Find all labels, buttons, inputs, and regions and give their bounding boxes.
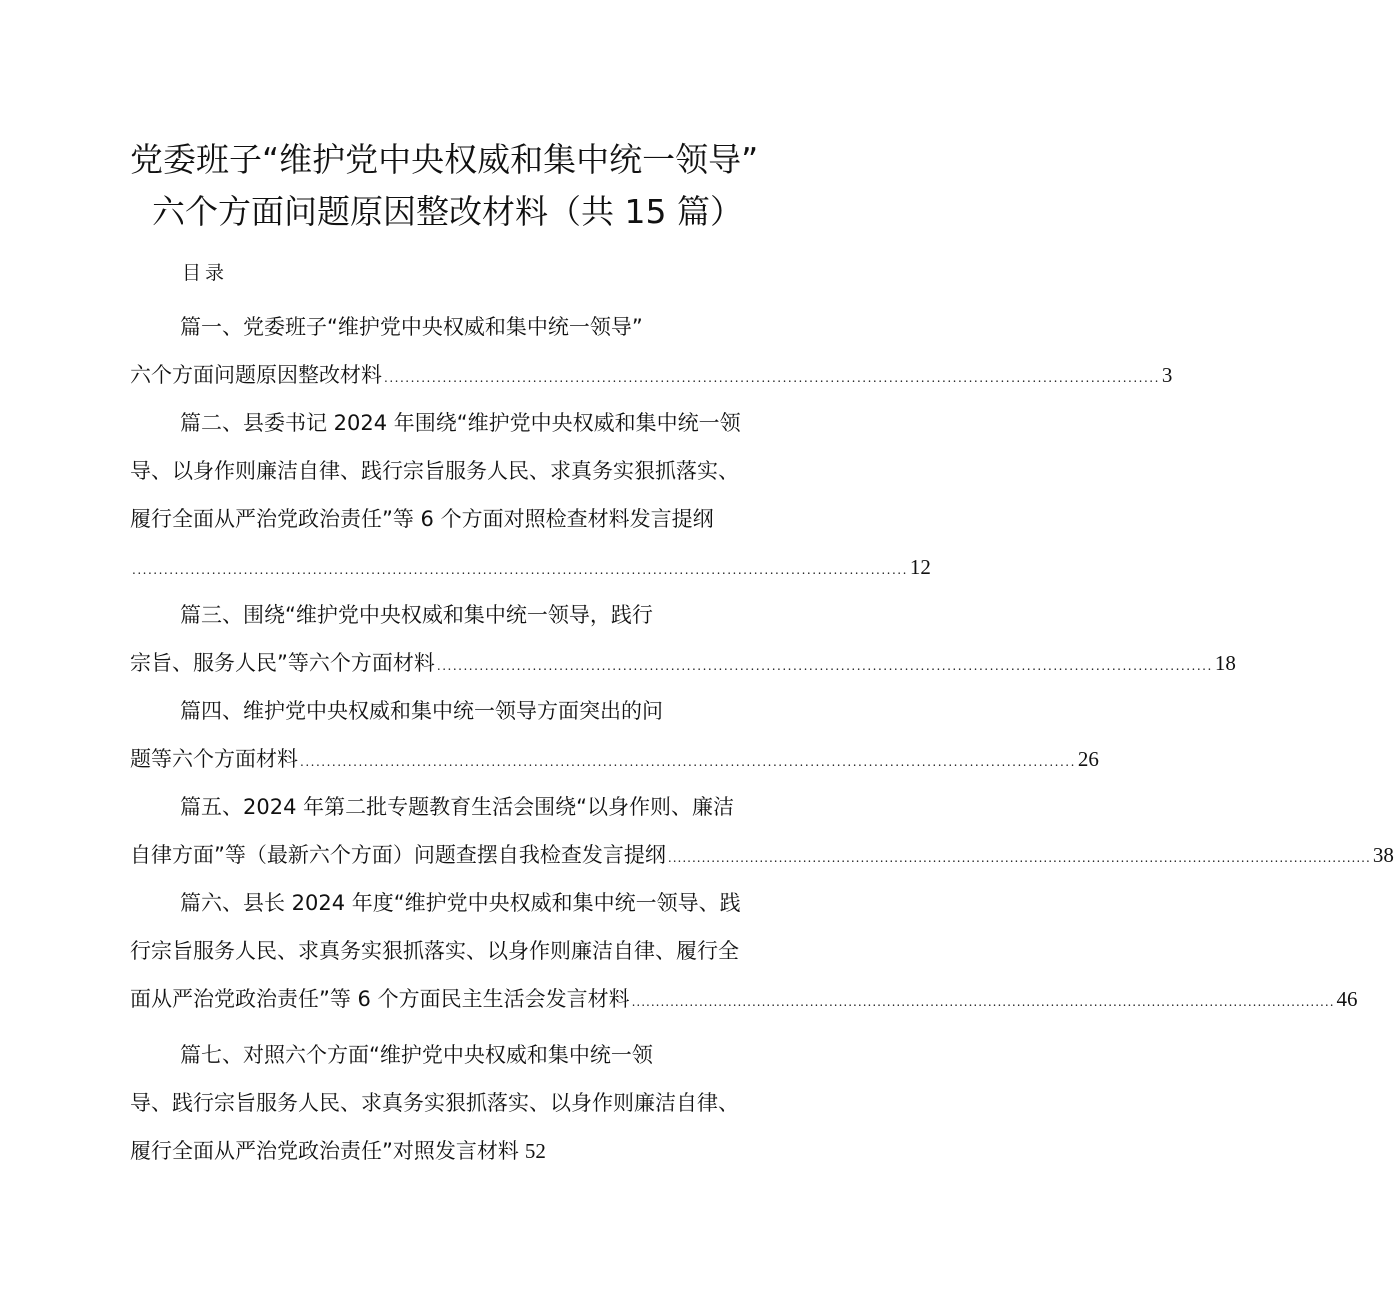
toc-entry-6-line-1: 篇六、县长 2024 年度“维护党中央权威和集中统一领导、践 <box>180 891 741 915</box>
toc-entry-3-line-1: 篇三、围绕“维护党中央权威和集中统一领导，践行 <box>180 603 653 627</box>
toc-entry-4-last-line <box>130 744 1099 777</box>
document-title-line-1: 党委班子“维护党中央权威和集中统一领导” <box>130 140 759 179</box>
toc-entry-6-text: 面从严治党政治责任”等 6 个方面民主生活会发言材料 <box>130 987 630 1011</box>
toc-entry-7-line-1: 篇七、对照六个方面“维护党中央权威和集中统一领 <box>180 1043 653 1067</box>
toc-entry-2-line-2: 导、以身作则廉洁自律、践行宗旨服务人民、求真务实狠抓落实、 <box>130 459 739 483</box>
toc-heading: 目录 <box>182 262 229 284</box>
toc-entry-5-text: 自律方面”等（最新六个方面）问题查摆自我检查发言提纲 <box>130 843 666 867</box>
toc-entry-2-line-3: 履行全面从严治党政治责任”等 6 个方面对照检查材料发言提纲 <box>130 507 714 531</box>
toc-entry-5-line-1: 篇五、2024 年第二批专题教育生活会围绕“以身作则、廉洁 <box>180 795 734 819</box>
toc-leader-dots: .................................................................................................................................................. <box>384 371 1160 385</box>
toc-entry-1-last-line <box>130 360 1173 393</box>
toc-leader-dots: .................................................................................................................................................. <box>667 851 1371 865</box>
toc-entry-2-page: 12 <box>909 555 931 579</box>
toc-entry-6-page: 46 <box>1336 987 1358 1011</box>
toc-entry-4-text: 题等六个方面材料 <box>130 747 298 771</box>
document-title-line-2: 六个方面问题原因整改材料（共 15 篇） <box>152 192 743 231</box>
toc-entry-2-line-1: 篇二、县委书记 2024 年围绕“维护党中央权威和集中统一领 <box>180 411 741 435</box>
toc-leader-dots: .................................................................................................................................................. <box>631 995 1335 1009</box>
toc-entry-3-text: 宗旨、服务人民”等六个方面材料 <box>130 651 435 675</box>
toc-entry-1-text: 六个方面问题原因整改材料 <box>130 363 382 387</box>
toc-entry-7-last-line <box>130 1136 546 1166</box>
toc-leader-dots: .................................................................................................................................................. <box>300 755 1076 769</box>
toc-entry-6-line-2: 行宗旨服务人民、求真务实狠抓落实、以身作则廉洁自律、履行全 <box>130 939 739 963</box>
toc-entry-1-line-1: 篇一、党委班子“维护党中央权威和集中统一领导” <box>180 315 643 339</box>
toc-entry-7-page: 52 <box>524 1139 546 1163</box>
toc-entry-2-last-line <box>130 552 931 585</box>
toc-entry-6-last-line <box>130 984 1358 1017</box>
toc-entry-3-last-line <box>130 648 1236 681</box>
toc-entry-3-page: 18 <box>1214 651 1236 675</box>
toc-entry-7-text: 履行全面从严治党政治责任”对照发言材料 <box>130 1139 519 1163</box>
toc-entry-7-line-2: 导、践行宗旨服务人民、求真务实狠抓落实、以身作则廉洁自律、 <box>130 1091 739 1115</box>
toc-entry-5-last-line <box>130 840 1394 873</box>
toc-entry-1-page: 3 <box>1161 363 1173 387</box>
toc-entry-5-page: 38 <box>1372 843 1394 867</box>
toc-entry-4-line-1: 篇四、维护党中央权威和集中统一领导方面突出的问 <box>180 699 663 723</box>
toc-entry-4-page: 26 <box>1077 747 1099 771</box>
toc-leader-dots: .................................................................................................................................................. <box>436 659 1213 673</box>
toc-leader-dots: .................................................................................................................................................. <box>132 563 908 577</box>
